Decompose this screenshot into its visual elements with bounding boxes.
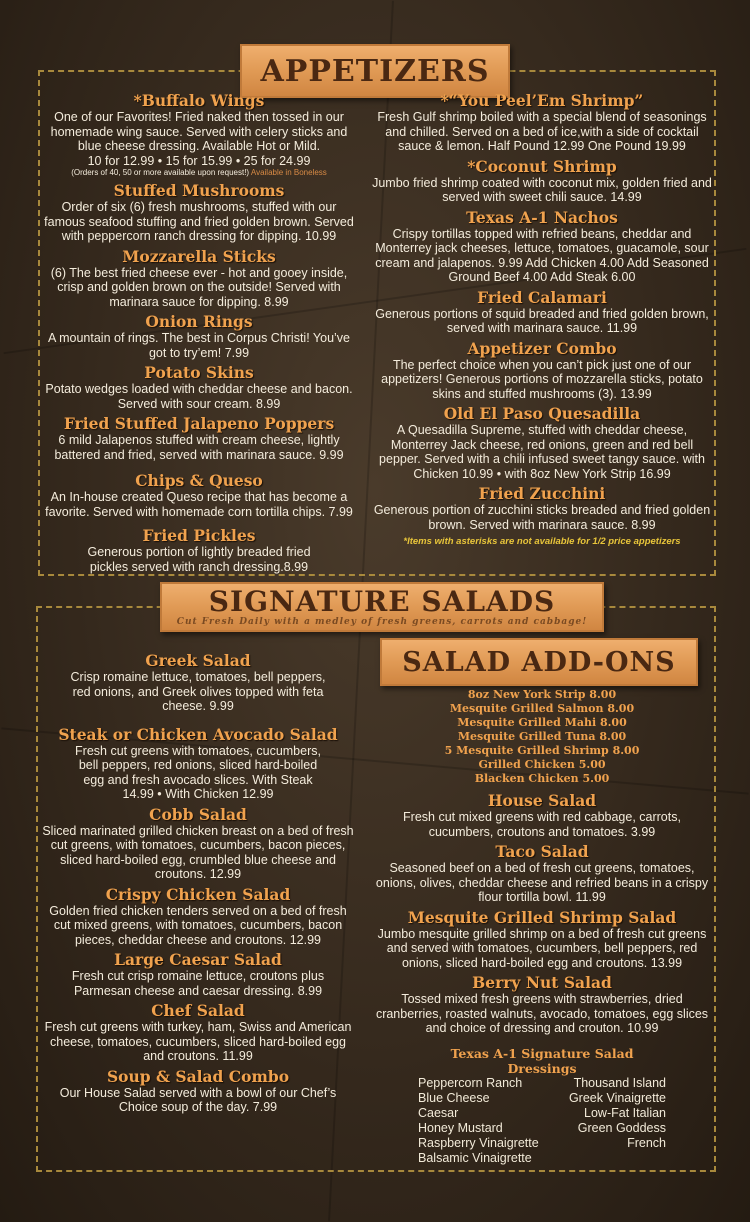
appetizers-heading: APPETIZERS — [240, 44, 510, 98]
item-description: One of our Favorites! Fried naked then tossed in our homemade wing sauce. Served with celery sticks and blue cheese dressing. Available Hot or Mild. — [50, 110, 348, 153]
menu-item — [40, 92, 358, 178]
item-title: House Salad — [487, 791, 597, 810]
item-title: Chef Salad — [151, 1001, 245, 1020]
menu-item — [372, 843, 712, 905]
asterisk-note: *Items with asterisks are not available for 1/2 price appetizers — [403, 536, 681, 547]
addon-item: Mesquite Grilled Salmon 8.00 — [449, 702, 635, 715]
item-description: Jumbo mesquite grilled shrimp on a bed of fresh cut greens and served with tomatoes, cucumbers, bell peppers, red onions, sliced hard-boiled egg and croutons. 13.99 — [377, 926, 707, 970]
menu-item — [40, 415, 358, 462]
boneless-note: Available in Boneless — [250, 168, 327, 177]
dressings-left — [418, 1076, 539, 1166]
addon-item: 5 Mesquite Grilled Shrimp 8.00 — [444, 744, 640, 757]
menu-item — [372, 974, 712, 1036]
dressing-item: Green Goddess — [577, 1120, 666, 1135]
menu-item — [42, 726, 354, 802]
salads-subtitle: Cut Fresh Daily with a medley of fresh greens, carrots and cabbage! — [176, 617, 588, 627]
item-title: Mesquite Grilled Shrimp Salad — [407, 907, 677, 927]
menu-item — [372, 792, 712, 839]
item-description: Potato wedges loaded with cheddar cheese and bacon. Served with sour cream. 8.99 — [45, 382, 353, 411]
dressing-item: Caesar — [418, 1105, 459, 1120]
item-description: Crispy tortillas topped with refried beans, cheddar and Monterrey jack cheeses, lettuce, tomatoes, guacamole, sour cream and jalapenos. 9.99 Add Chicken 4.00 Add Seasoned Ground Beef 4.00 Add Steak 6.00 — [375, 226, 709, 284]
menu-item — [40, 182, 358, 244]
item-description: Order of six (6) fresh mushrooms, stuffed with our famous seafood stuffing and fried golden brown. Served with peppercorn ranch dressing for dipping. 10.99 — [44, 200, 354, 243]
item-title: Fried Zucchini — [478, 484, 606, 503]
menu-item — [372, 209, 712, 285]
addons-heading: SALAD ADD-ONS — [380, 638, 698, 686]
item-description: Fresh Gulf shrimp boiled with a special blend of seasonings and chilled. Served on a bed of ice,with a side of cocktail sauce & lemon. Half Pound 12.99 One Pound 19.99 — [377, 110, 707, 153]
menu-item — [42, 652, 354, 714]
dressings-section — [372, 1046, 712, 1166]
item-description: (6) The best fried cheese ever - hot and gooey inside, crisp and golden brown on the outside! Served with marinara sauce for dipping. 8.99 — [50, 265, 348, 309]
menu-item — [42, 1002, 354, 1064]
item-title: Cobb Salad — [149, 804, 247, 824]
dressing-item: Greek Vinaigrette — [568, 1090, 666, 1105]
fine-print-text: (Orders of 40, 50 or more available upon request!) — [71, 168, 250, 177]
menu-item — [372, 485, 712, 532]
menu-item — [372, 340, 712, 402]
item-title: Fried Stuffed Jalapeno Poppers — [63, 414, 335, 433]
item-title: Fried Pickles — [142, 526, 256, 545]
salads-left-column — [42, 652, 354, 1119]
menu-item — [372, 158, 712, 205]
item-description: Crisp romaine lettuce, tomatoes, bell peppers, red onions, and Greek olives topped with feta cheese. 9.99 — [70, 670, 326, 713]
item-description: A Quesadilla Supreme, stuffed with cheddar cheese, Monterrey Jack cheese, red onions, green and red bell pepper. Served with a chili infused sweet tangy sauce. with Chicken 10.99 • with 8oz New York Strip 16.99 — [379, 423, 705, 481]
item-description: Jumbo fried shrimp coated with coconut mix, golden fried and served with sweet chili sauce. 14.99 — [372, 175, 712, 204]
item-description: Fresh cut mixed greens with red cabbage, carrots, cucumbers, croutons and tomatoes. 3.99 — [403, 810, 681, 839]
menu-item — [372, 289, 712, 336]
menu-item — [372, 405, 712, 481]
item-title: Stuffed Mushrooms — [113, 181, 285, 200]
appetizers-right-column — [372, 92, 712, 547]
item-title: Soup & Salad Combo — [106, 1066, 290, 1086]
menu-item — [42, 806, 354, 882]
item-title: *Buffalo Wings — [133, 91, 265, 110]
item-title: Old El Paso Quesadilla — [443, 404, 641, 423]
item-title: Potato Skins — [144, 363, 254, 382]
item-title: Chips & Queso — [135, 471, 263, 490]
item-description: Our House Salad served with a bowl of our Chef’s Choice soup of the day. 7.99 — [59, 1085, 337, 1114]
dressing-item: Low-Fat Italian — [584, 1105, 666, 1120]
item-description: Sliced marinated grilled chicken breast on a bed of fresh cut greens, with tomatoes, cucumbers, bacon pieces, sliced hard-boiled egg, crumbled blue cheese and croutons. 12.99 — [42, 823, 354, 881]
item-title: Steak or Chicken Avocado Salad — [58, 724, 338, 744]
addon-item: Mesquite Grilled Tuna 8.00 — [457, 730, 627, 743]
menu-item — [40, 527, 358, 574]
item-description: Generous portions of squid breaded and fried golden brown, served with marinara sauce. 11.99 — [375, 306, 709, 335]
item-description: 6 mild Jalapenos stuffed with cream cheese, lightly battered and fried, served with marinara sauce. 9.99 — [54, 433, 344, 462]
item-title: Mozzarella Sticks — [122, 246, 276, 266]
dressing-item: Peppercorn Ranch — [418, 1075, 523, 1090]
dressing-item: Thousand Island — [573, 1075, 666, 1090]
item-title: Crispy Chicken Salad — [105, 884, 291, 904]
dressing-item: Blue Cheese — [418, 1090, 490, 1105]
menu-item — [372, 909, 712, 971]
menu-item — [40, 313, 358, 360]
addon-item: 8oz New York Strip 8.00 — [467, 688, 617, 701]
item-title: *“You Peel’Em Shrimp” — [440, 91, 644, 110]
item-description: Fresh cut greens with turkey, ham, Swiss and American cheese, tomatoes, cucumbers, sliced hard-boiled egg and croutons. 11.99 — [44, 1020, 352, 1063]
item-description: A mountain of rings. The best in Corpus Christi! You’ve got to try’em! 7.99 — [47, 331, 351, 360]
item-title: Taco Salad — [495, 842, 589, 861]
item-prices: 10 for 12.99 • 15 for 15.99 • 25 for 24.99 — [87, 153, 311, 168]
dressings-right — [569, 1076, 666, 1166]
menu-item — [40, 248, 358, 310]
item-description: Generous portion of lightly breaded fried pickles served with ranch dressing.8.99 — [87, 545, 311, 574]
dressing-item: Balsamic Vinaigrette — [418, 1150, 532, 1165]
menu-item — [42, 951, 354, 998]
salads-banner — [160, 582, 604, 632]
item-description: Fresh cut greens with tomatoes, cucumbers, bell peppers, red onions, sliced hard-boiled egg and fresh avocado slices. With Steak 14.99 • With Chicken 12.99 — [75, 743, 321, 801]
item-description: Seasoned beef on a bed of fresh cut greens, tomatoes, onions, olives, cheddar cheese and refried beans in a crispy flour tortilla bowl. 11.99 — [375, 861, 709, 904]
dressings-heading: Texas A-1 Signature Salad Dressings — [450, 1045, 634, 1076]
item-title: *Coconut Shrimp — [467, 156, 617, 176]
appetizers-left-column — [40, 92, 358, 578]
item-description: Fresh cut crisp romaine lettuce, croutons plus Parmesan cheese and caesar dressing. 8.99 — [71, 969, 325, 998]
addon-item: Blacken Chicken 5.00 — [474, 772, 610, 785]
dressing-item: French — [627, 1135, 666, 1150]
item-description: Golden fried chicken tenders served on a bed of fresh cut mixed greens, with tomatoes, cucumbers, bacon pieces, cheddar cheese and croutons. 12.99 — [49, 903, 347, 947]
salads-heading: SIGNATURE SALADS — [208, 585, 556, 618]
item-title: Texas A-1 Nachos — [466, 207, 618, 227]
menu-item — [40, 472, 358, 519]
addon-item: Mesquite Grilled Mahi 8.00 — [457, 716, 627, 729]
addons-list — [372, 688, 712, 786]
menu-item — [372, 92, 712, 154]
item-title: Berry Nut Salad — [472, 973, 612, 992]
item-title: Appetizer Combo — [467, 338, 617, 358]
dressing-item: Honey Mustard — [418, 1120, 503, 1135]
item-description: The perfect choice when you can’t pick just one of our appetizers! Generous portions of mozzarella sticks, potato skins and stuffed mushrooms (3). 13.99 — [381, 357, 703, 401]
addon-item: Grilled Chicken 5.00 — [478, 758, 606, 771]
item-title: Fried Calamari — [477, 287, 607, 307]
dressings-list — [418, 1076, 666, 1166]
item-description: An In-house created Queso recipe that has become a favorite. Served with homemade corn tortilla chips. 7.99 — [45, 490, 353, 519]
menu-item — [42, 886, 354, 948]
item-title: Onion Rings — [145, 312, 253, 331]
menu-item — [42, 1068, 354, 1115]
item-description: Tossed mixed fresh greens with strawberries, dried cranberries, roasted walnuts, avocado, tomatoes, egg slices and choice of dressing and crouton. 10.99 — [375, 992, 709, 1035]
menu-item — [40, 364, 358, 411]
item-fine-print — [40, 168, 358, 178]
salads-right-column — [372, 688, 712, 1166]
dressing-item: Raspberry Vinaigrette — [418, 1135, 539, 1150]
item-title: Large Caesar Salad — [114, 950, 282, 969]
item-description: Generous portion of zucchini sticks breaded and fried golden brown. Served with marinara sauce. 8.99 — [373, 503, 711, 532]
item-title: Greek Salad — [145, 651, 251, 670]
